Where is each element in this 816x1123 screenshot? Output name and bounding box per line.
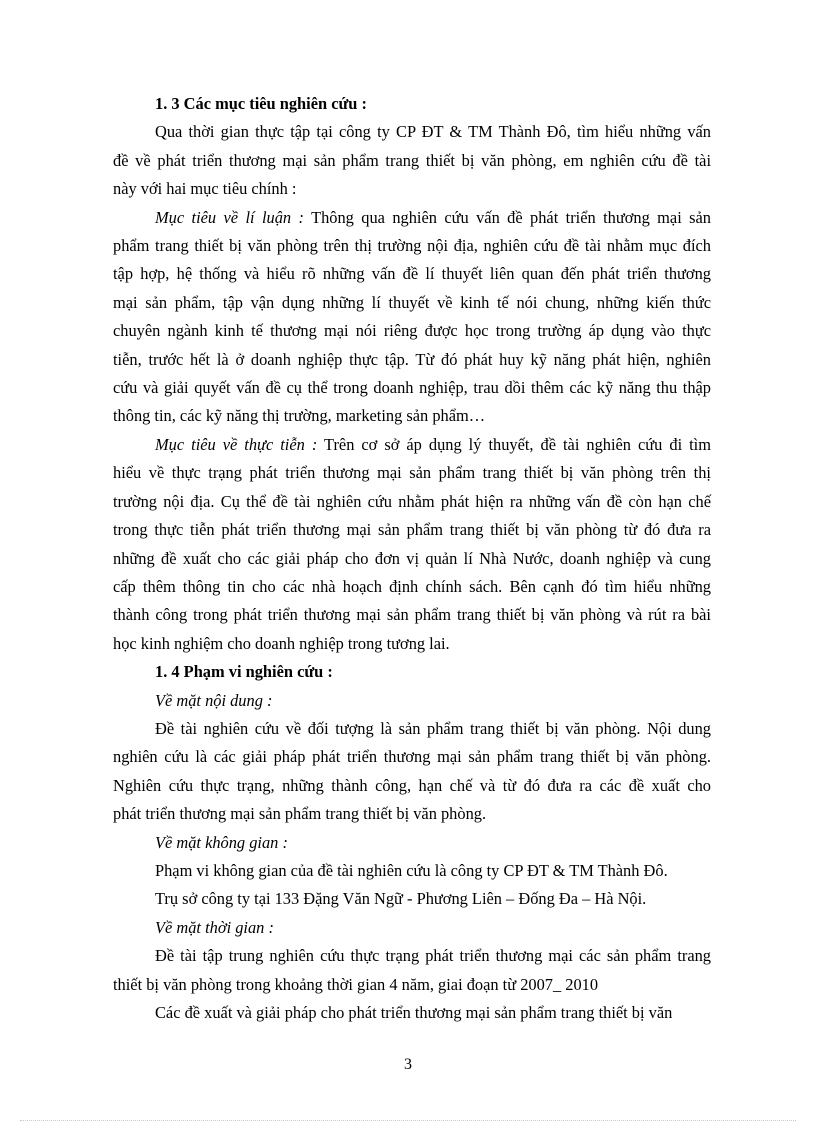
time-line: thiết bị văn phòng trong khoảng thời gian 4 năm, giai đoạn từ 2007_ 2010 <box>113 974 599 994</box>
theory-first-line <box>155 204 711 232</box>
practice-line: cấp thêm thông tin cho các nhà hoạch định chính sách. Bên cạnh đó tìm hiểu những <box>113 576 711 596</box>
practice-line: trong thực tiễn phát triển thương mại sản phẩm trang thiết bị văn phòng từ đó đưa ra <box>113 520 711 540</box>
theory-label: Mục tiêu về lí luận : <box>155 207 304 227</box>
theory-line: chuyên ngành kinh tế thương mại nói riêng được học trong trường áp dụng vào thực <box>113 321 711 341</box>
intro-line-2: đề về phát triển thương mại sản phẩm trang thiết bị văn phòng, em nghiên cứu đề tài <box>113 150 711 170</box>
practice-line: trường nội địa. Cụ thể đề tài nghiên cứu nhằm phát hiện ra những vấn đề còn hạn chế <box>113 491 711 511</box>
intro-line-3: này với hai mục tiêu chính : <box>113 179 297 199</box>
page-bottom-divider <box>20 1120 796 1121</box>
content-line: phát triển thương mại sản phẩm trang thiết bị văn phòng. <box>113 804 487 824</box>
section-1-4-heading: 1. 4 Phạm vi nghiên cứu : <box>155 662 333 682</box>
page-number: 3 <box>404 1056 412 1073</box>
theory-line: phẩm trang thiết bị văn phòng trên thị trường nội địa, nghiên cứu đề tài nhằm mục đích <box>113 236 711 256</box>
content-line: Nghiên cứu thực trạng, những thành công, hạn chế và từ đó đưa ra các đề xuất cho <box>113 775 711 795</box>
space-line: Phạm vi không gian của đề tài nghiên cứu là công ty CP ĐT & TM Thành Đô. <box>155 860 668 880</box>
section-1-3-heading: 1. 3 Các mục tiêu nghiên cứu : <box>155 94 367 113</box>
practice-line: thành công trong phát triển thương mại sản phẩm trang thiết bị văn phòng và rút ra bài <box>113 605 711 625</box>
practice-line: hiểu về thực trạng phát triển thương mại sản phẩm trang thiết bị văn phòng trên thị <box>113 463 711 483</box>
theory-line: mại sản phẩm, tập vận dụng những lí thuyết về kinh tế nói chung, những kiến thức <box>113 292 711 312</box>
time-line: Các đề xuất và giải pháp cho phát triển thương mại sản phẩm trang thiết bị văn <box>155 1003 673 1022</box>
practice-label: Mục tiêu về thực tiễn : <box>155 434 318 454</box>
space-scope-label: Về mặt không gian : <box>155 832 288 852</box>
time-scope-label: Về mặt thời gian : <box>155 917 274 937</box>
theory-line: tập hợp, hệ thống và hiểu rõ những vấn đề lí thuyết liên quan đến phát triển thương <box>113 264 711 284</box>
theory-line: cứu và giải quyết vấn đề cụ thể trong doanh nghiệp, trau dồi thêm các kỹ năng thu thập <box>113 378 711 398</box>
content-scope-label: Về mặt nội dung : <box>155 690 273 710</box>
practice-first-text: Trên cơ sở áp dụng lý thuyết, đề tài nghiên cứu đi tìm <box>317 434 711 454</box>
content-line: nghiên cứu là các giải pháp phát triển thương mại sản phẩm trang thiết bị văn phòng. <box>113 747 711 767</box>
practice-line: những đề xuất cho các giải pháp cho đơn vị quản lí Nhà Nước, doanh nghiệp và cung <box>113 548 711 568</box>
theory-first-text: Thông qua nghiên cứu vấn đề phát triển thương mại sản <box>303 207 711 227</box>
page-content <box>113 90 711 1027</box>
intro-line-1: Qua thời gian thực tập tại công ty CP ĐT & TM Thành Đô, tìm hiểu những vấn <box>155 122 711 142</box>
theory-line: thông tin, các kỹ năng thị trường, marketing sản phẩm… <box>113 406 486 426</box>
theory-line: tiễn, trước hết là ở doanh nghiệp thực tập. Từ đó phát huy kỹ năng phát hiện, nghiên <box>113 349 711 369</box>
time-line: Đề tài tập trung nghiên cứu thực trạng phát triển thương mại các sản phẩm trang <box>155 946 711 966</box>
content-line: Đề tài nghiên cứu về đối tượng là sản phẩm trang thiết bị văn phòng. Nội dung <box>155 718 711 738</box>
practice-line: học kinh nghiệm cho doanh nghiệp trong tương lai. <box>113 633 450 653</box>
practice-first-line <box>155 431 711 459</box>
space-line: Trụ sở công ty tại 133 Đặng Văn Ngữ - Phương Liên – Đống Đa – Hà Nội. <box>155 889 647 909</box>
